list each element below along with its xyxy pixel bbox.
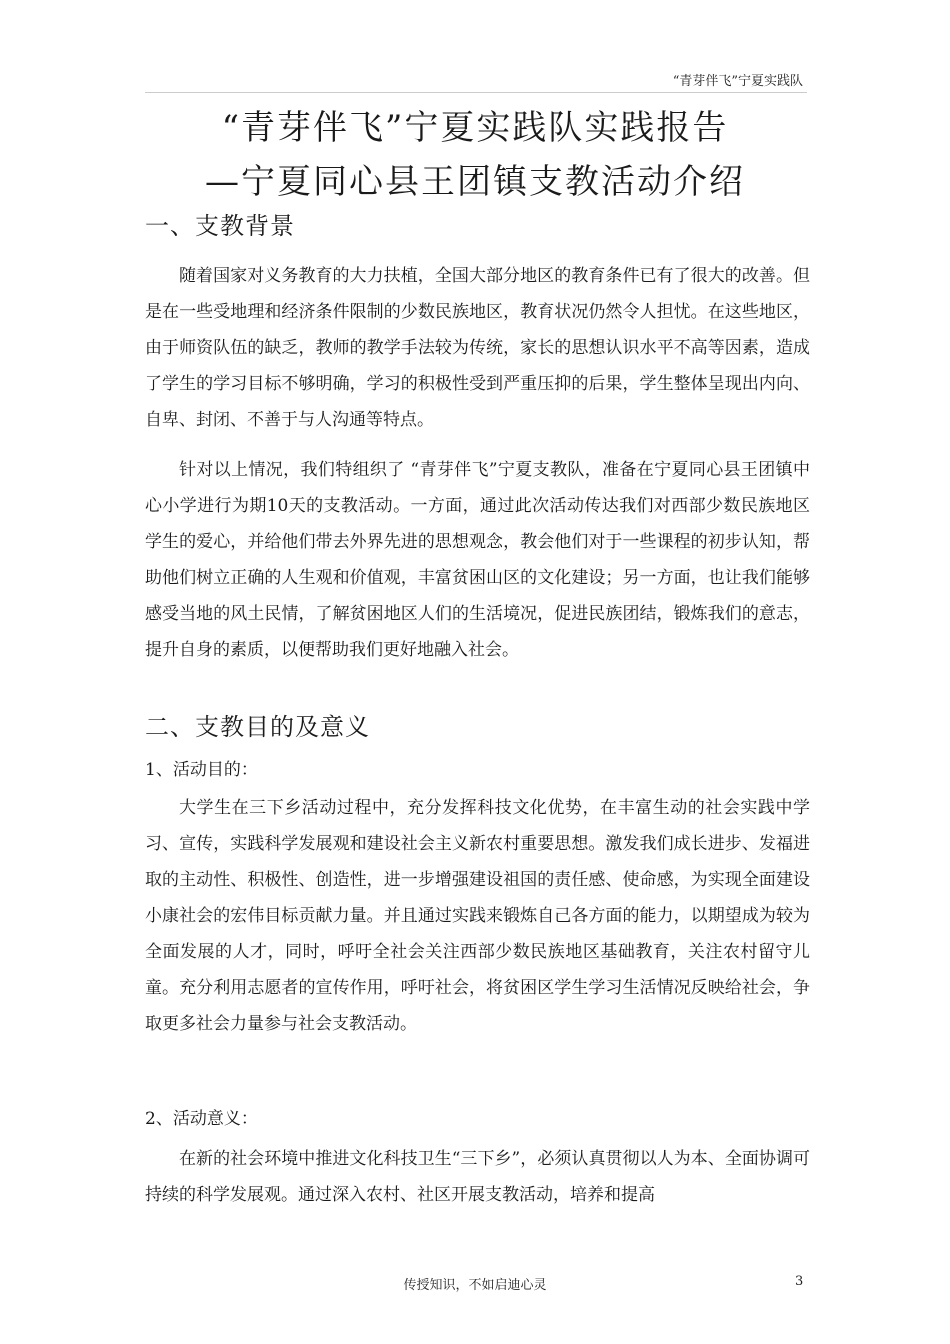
report-title: “青芽伴飞”宁夏实践队实践报告 bbox=[221, 108, 729, 148]
report-subtitle: —宁夏同心县王团镇支教活动介绍 bbox=[205, 162, 745, 202]
paragraph-activity-significance: 在新的社会环境中推进文化科技卫生“三下乡”，必须认真贯彻以人为本、全面协调可持续的科学发展观。通过深入农村、社区开展支教活动，培养和提高 bbox=[145, 1149, 810, 1205]
paragraph-background-2: 针对以上情况，我们特组织了 “青芽伴飞”宁夏支教队，准备在宁夏同心县王团镇中心小学进行为期10天的支教活动。一方面，通过此次活动传达我们对西部少数民族地区学生的爱心，并给他们带去外界先进的思想观念，教会他们对于一些课程的初步认知，帮助他们树立正确的人生观和价值观，丰富贫困山区的文化建设；另一方面，也让我们能够感受当地的风土民情，了解贫困地区人们的生活境况，促进民族团结，锻炼我们的意志，提升自身的素质，以便帮助我们更好地融入社会。 bbox=[145, 460, 810, 660]
paragraph-background-1: 随着国家对义务教育的大力扶植，全国大部分地区的教育条件已有了很大的改善。但是在一些受地理和经济条件限制的少数民族地区，教育状况仍然令人担忧。在这些地区，由于师资队伍的缺乏，教师的教学手法较为传统，家长的思想认识水平不高等因素，造成了学生的学习目标不够明确，学习的积极性受到严重压抑的后果，学生整体呈现出内向、自卑、封闭、不善于与人沟通等特点。 bbox=[145, 266, 810, 430]
subheading-activity-significance: 2、活动意义： bbox=[145, 1109, 258, 1129]
footer-motto: 传授知识，不如启迪心灵 bbox=[403, 1278, 547, 1293]
section-heading-background: 一、支教背景 bbox=[145, 212, 295, 240]
header-team-name: “青芽伴飞”宁夏实践队 bbox=[672, 74, 803, 89]
paragraph-activity-purpose: 大学生在三下乡活动过程中，充分发挥科技文化优势，在丰富生动的社会实践中学习、宣传，实践科学发展观和建设社会主义新农村重要思想。激发我们成长进步、发福进取的主动性、积极性、创造性，进一步增强建设祖国的责任感、使命感，为实现全面建设小康社会的宏伟目标贡献力量。并且通过实践来锻炼自己各方面的能力，以期望成为较为全面发展的人才，同时，呼吁全社会关注西部少数民族地区基础教育，关注农村留守儿童。充分利用志愿者的宣传作用，呼吁社会，将贫困区学生学习生活情况反映给社会，争取更多社会力量参与社会支教活动。 bbox=[145, 798, 810, 1034]
subheading-activity-purpose: 1、活动目的： bbox=[145, 760, 258, 780]
page-number: 3 bbox=[795, 1274, 804, 1289]
section-heading-purpose: 二、支教目的及意义 bbox=[145, 713, 370, 741]
header-divider bbox=[145, 92, 807, 93]
